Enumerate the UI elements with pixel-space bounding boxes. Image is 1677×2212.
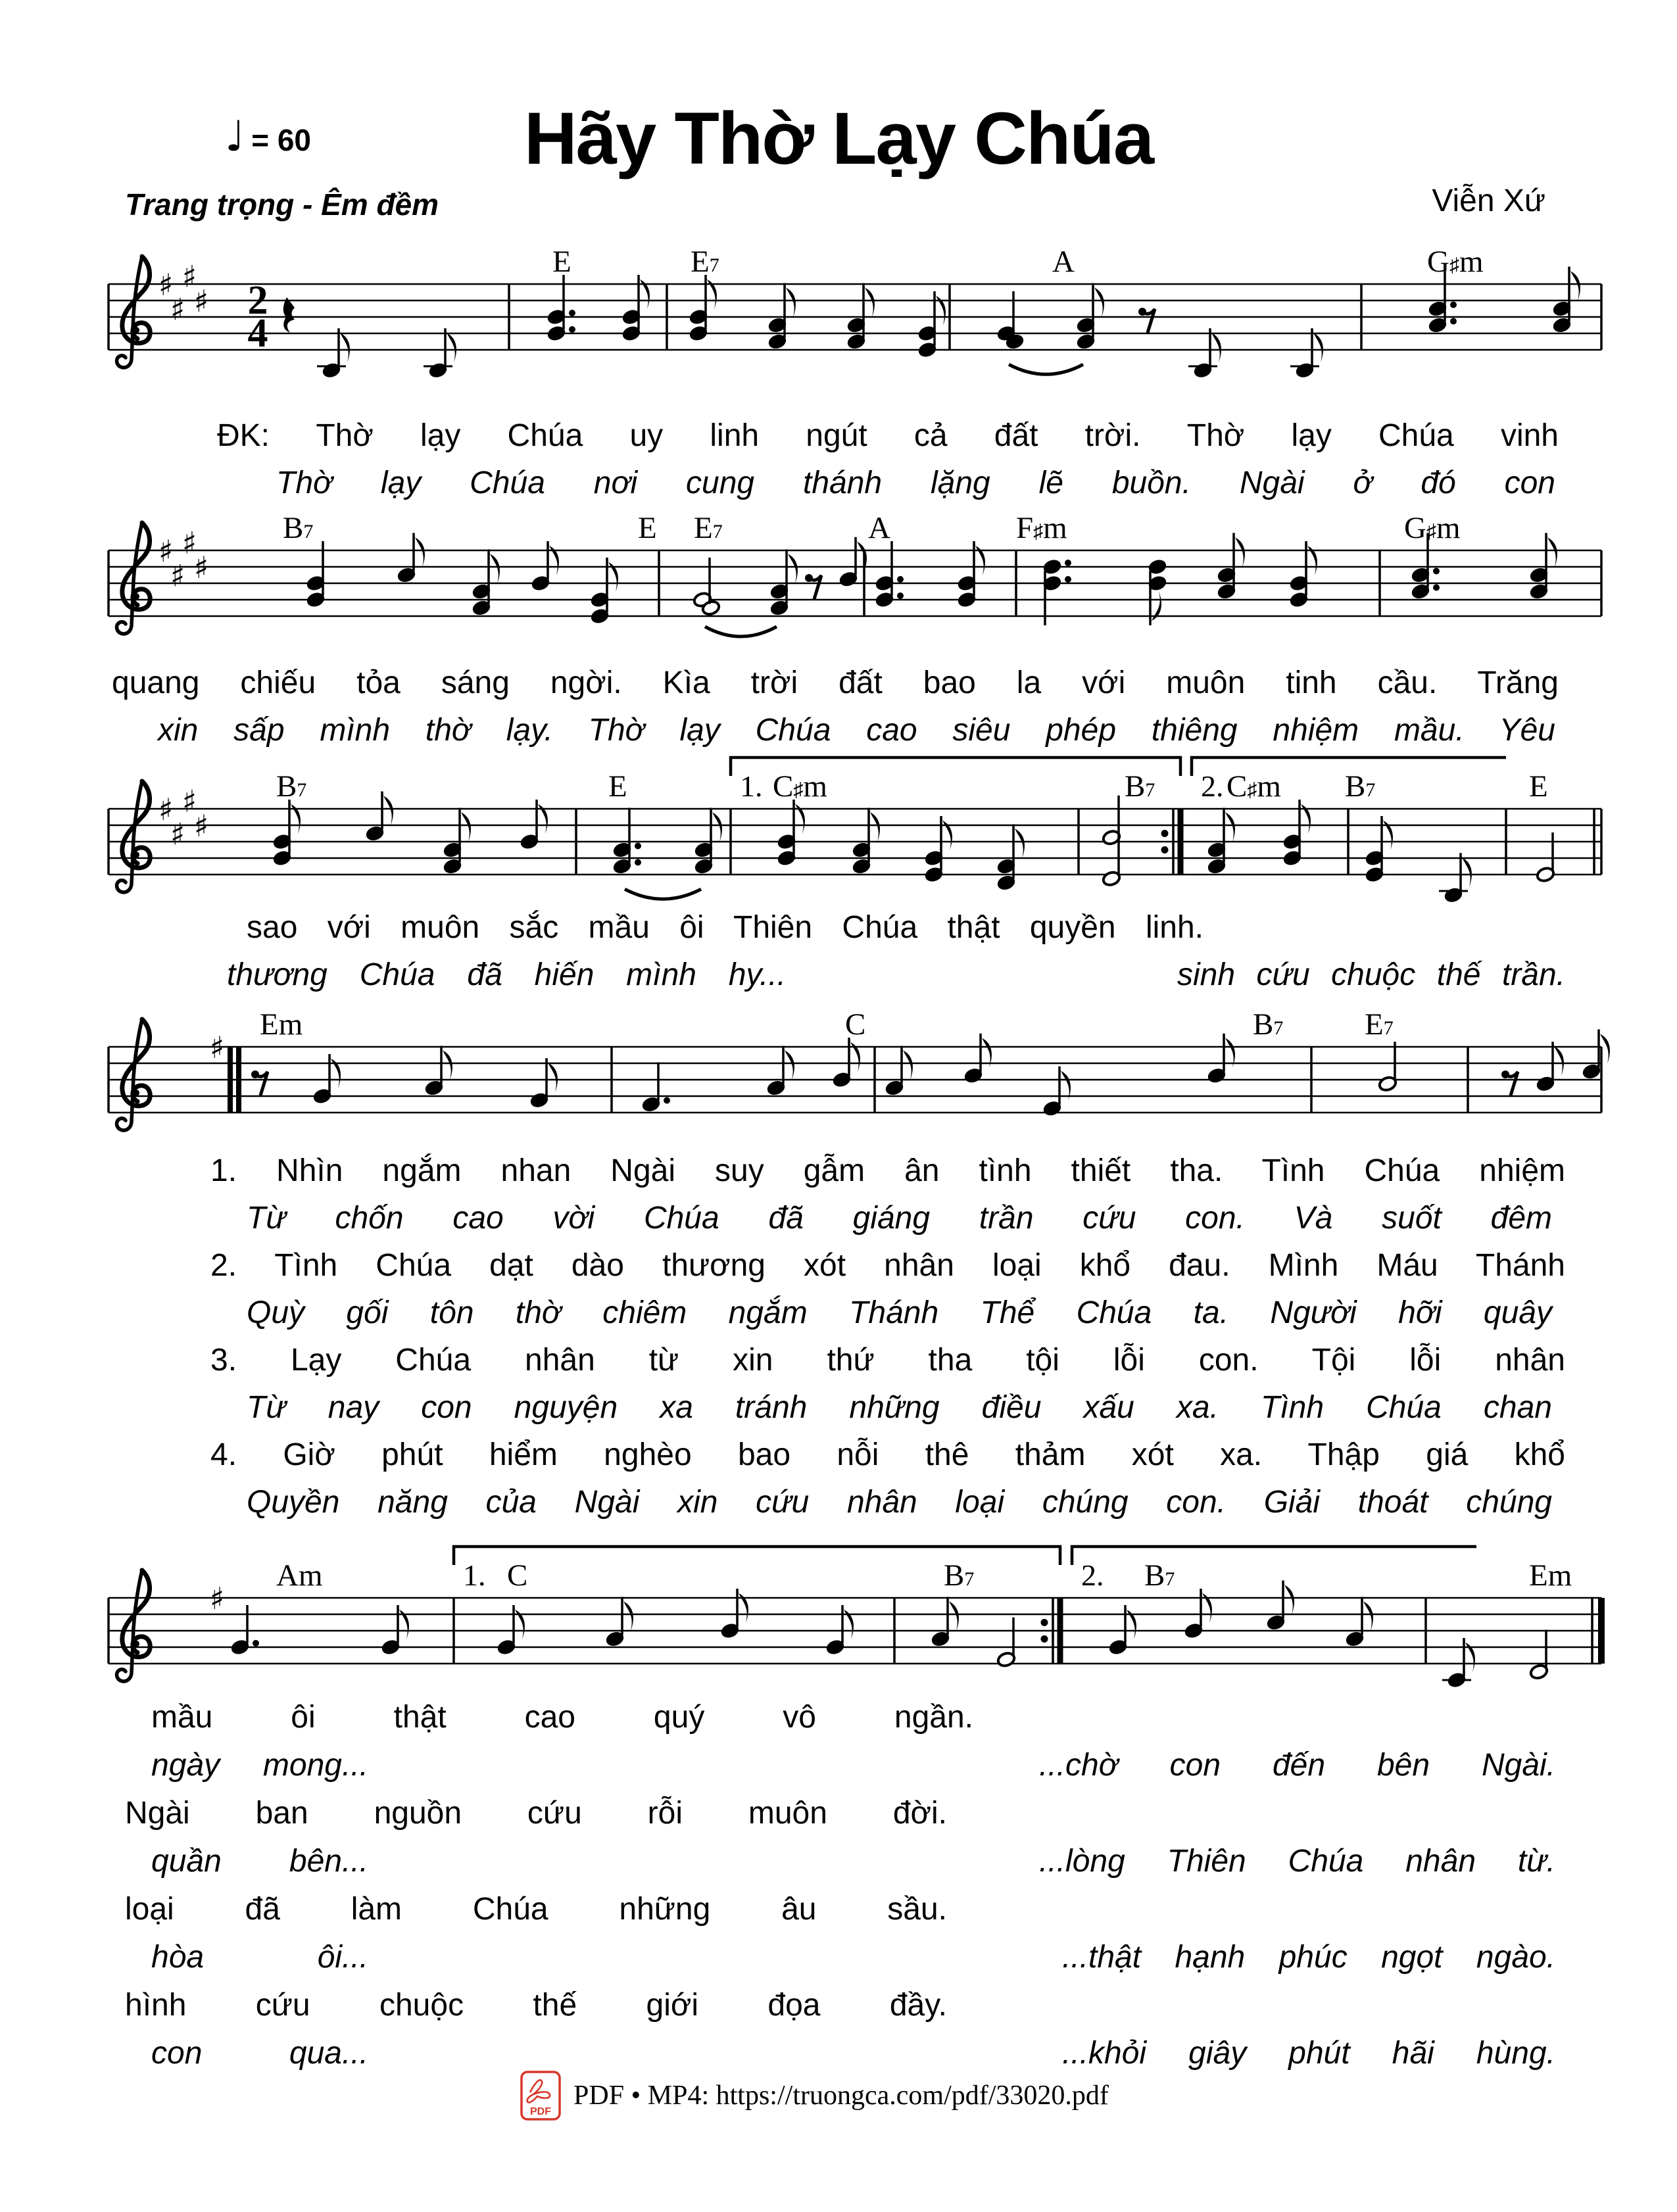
chord-label: $B^7$ xyxy=(1345,769,1376,804)
ending-4: hình cứu chuộc thế giới đọa đầy. xyxy=(125,1988,947,2023)
ending-2-echo-right: ...lòng Thiên Chúa nhân từ. xyxy=(1039,1844,1555,1879)
chord-label: E xyxy=(638,511,657,545)
svg-text:♯: ♯ xyxy=(209,1030,225,1065)
expression-marking: Trang trọng - Êm đềm xyxy=(125,187,439,222)
quarter-note-icon: ♩ xyxy=(225,112,245,161)
chord-label: Em xyxy=(1529,1558,1572,1593)
svg-text:♯: ♯ xyxy=(209,1581,225,1616)
svg-text:♯: ♯ xyxy=(193,808,209,844)
refrain-line-1-echo: Thờ lạy Chúa nơi cung thánh lặng lẽ buồn. Ngài ở đó con xyxy=(276,466,1555,500)
refrain-line-2: quang chiếu tỏa sáng ngời. Kìa trời đất bao la với muôn tinh cầu. Trăng xyxy=(112,665,1559,700)
chord-label: A xyxy=(868,511,890,545)
volta-label: 1. xyxy=(740,769,763,803)
chord-label: $E^7$ xyxy=(691,245,719,279)
verse-4-echo: Quyền năng của Ngài xin cứu nhân loại chúng con. Giải thoát chúng xyxy=(247,1485,1552,1520)
chord-label: E xyxy=(608,769,627,804)
chord-label: $B^7$ xyxy=(1144,1558,1175,1593)
volta-label: 1. xyxy=(463,1558,486,1592)
ending-1: mầu ôi thật cao quý vô ngần. xyxy=(151,1700,973,1735)
ending-3-echo-left: hòa ôi... xyxy=(151,1940,368,1975)
chord-label: C♯m xyxy=(1227,769,1281,804)
svg-text:PDF: PDF xyxy=(530,2106,551,2117)
footer-link[interactable]: PDF • MP4: https://truongca.com/pdf/33020.pdf xyxy=(573,2080,1109,2111)
svg-text:♯: ♯ xyxy=(158,267,174,302)
chord-label: C♯m xyxy=(773,769,827,804)
svg-text:♯: ♯ xyxy=(182,525,197,561)
chord-label: $B^7$ xyxy=(944,1558,975,1593)
chord-label: $E^7$ xyxy=(694,511,723,545)
ending-4-echo-left: con qua... xyxy=(151,2036,368,2071)
verse-3-echo: Từ nay con nguyện xa tránh những điều xấu xa. Tình Chúa chan xyxy=(247,1390,1552,1425)
chord-label: E xyxy=(1529,769,1548,804)
chord-label: Em xyxy=(260,1007,303,1042)
chord-label: $E^7$ xyxy=(1365,1007,1394,1042)
chord-label: $B^7$ xyxy=(283,511,314,545)
pdf-file-icon[interactable] xyxy=(520,2070,562,2121)
svg-text:4: 4 xyxy=(247,311,268,356)
chord-label: C xyxy=(507,1558,528,1593)
ending-3: loại đã làm Chúa những âu sầu. xyxy=(125,1892,947,1927)
refrain-line-3-echo-right: sinh cứu chuộc thế trần. xyxy=(1177,957,1565,992)
ending-4-echo-right: ...khỏi giây phút hãi hùng. xyxy=(1062,2036,1555,2071)
svg-text:♯: ♯ xyxy=(182,258,197,295)
ending-2-echo-left: quần bên... xyxy=(151,1844,368,1879)
chord-label: G♯m xyxy=(1404,511,1461,545)
verse-1-echo: Từ chốn cao vời Chúa đã giáng trần cứu con. Và suốt đêm xyxy=(247,1201,1552,1236)
verse-3: 3. Lạy Chúa nhân từ xin thứ tha tội lỗi con. Tội lỗi nhân xyxy=(210,1343,1565,1378)
refrain-line-2-echo: xin sấp mình thờ lạy. Thờ lạy Chúa cao siêu phép thiêng nhiệm mầu. Yêu xyxy=(158,713,1555,748)
chord-label: A xyxy=(1052,245,1075,279)
chord-label: E xyxy=(552,245,571,279)
chord-label: F♯m xyxy=(1016,511,1067,545)
chord-label: $B^7$ xyxy=(276,769,307,804)
chord-label: $B^7$ xyxy=(1253,1007,1284,1042)
tempo-value: = 60 xyxy=(251,123,311,157)
svg-text:♯: ♯ xyxy=(182,783,197,819)
refrain-line-3-echo-left: thương Chúa đã hiến mình hy... xyxy=(227,957,786,992)
composer-credit: Viễn Xứ xyxy=(1432,183,1545,218)
refrain-line-1: ĐK: Thờ lạy Chúa uy linh ngút cả đất trời. Thờ lạy Chúa vinh xyxy=(217,418,1559,453)
verse-2-echo: Quỳ gối tôn thờ chiêm ngắm Thánh Thể Chúa ta. Người hỡi quây xyxy=(247,1295,1552,1330)
volta-label: 2. xyxy=(1201,769,1224,803)
ending-3-echo-right: ...thật hạnh phúc ngọt ngào. xyxy=(1062,1940,1555,1975)
ending-1-echo-right: ...chờ con đến bên Ngài. xyxy=(1039,1748,1555,1783)
song-title: Hãy Thờ Lạy Chúa xyxy=(523,97,1154,180)
chord-label: G♯m xyxy=(1427,245,1484,279)
svg-text:2: 2 xyxy=(247,278,268,323)
staff-system-1 xyxy=(0,166,1677,402)
footer xyxy=(520,2070,1109,2121)
svg-text:♯: ♯ xyxy=(170,816,185,852)
ending-2: Ngài ban nguồn cứu rỗi muôn đời. xyxy=(125,1796,947,1831)
refrain-line-3: sao với muôn sắc mầu ôi Thiên Chúa thật quyền linh. xyxy=(247,910,1203,945)
svg-text:♯: ♯ xyxy=(158,792,174,827)
svg-text:♯: ♯ xyxy=(170,291,185,327)
volta-label: 2. xyxy=(1081,1558,1104,1592)
svg-text:♯: ♯ xyxy=(170,558,185,594)
svg-text:♯: ♯ xyxy=(158,533,174,569)
verse-1: 1. Nhìn ngắm nhan Ngài suy gẫm ân tình thiết tha. Tình Chúa nhiệm xyxy=(210,1153,1565,1188)
chord-label: Am xyxy=(276,1558,323,1593)
chord-label: C xyxy=(845,1007,866,1042)
verse-2: 2. Tình Chúa dạt dào thương xót nhân loại khổ đau. Mình Máu Thánh xyxy=(210,1248,1565,1283)
svg-text:♯: ♯ xyxy=(193,283,209,319)
ending-1-echo-left: ngày mong... xyxy=(151,1748,368,1783)
chord-label: $B^7$ xyxy=(1125,769,1155,804)
verse-4: 4. Giờ phút hiểm nghèo bao nỗi thê thảm xót xa. Thập giá khổ xyxy=(210,1437,1565,1472)
svg-text:♯: ♯ xyxy=(193,550,209,585)
